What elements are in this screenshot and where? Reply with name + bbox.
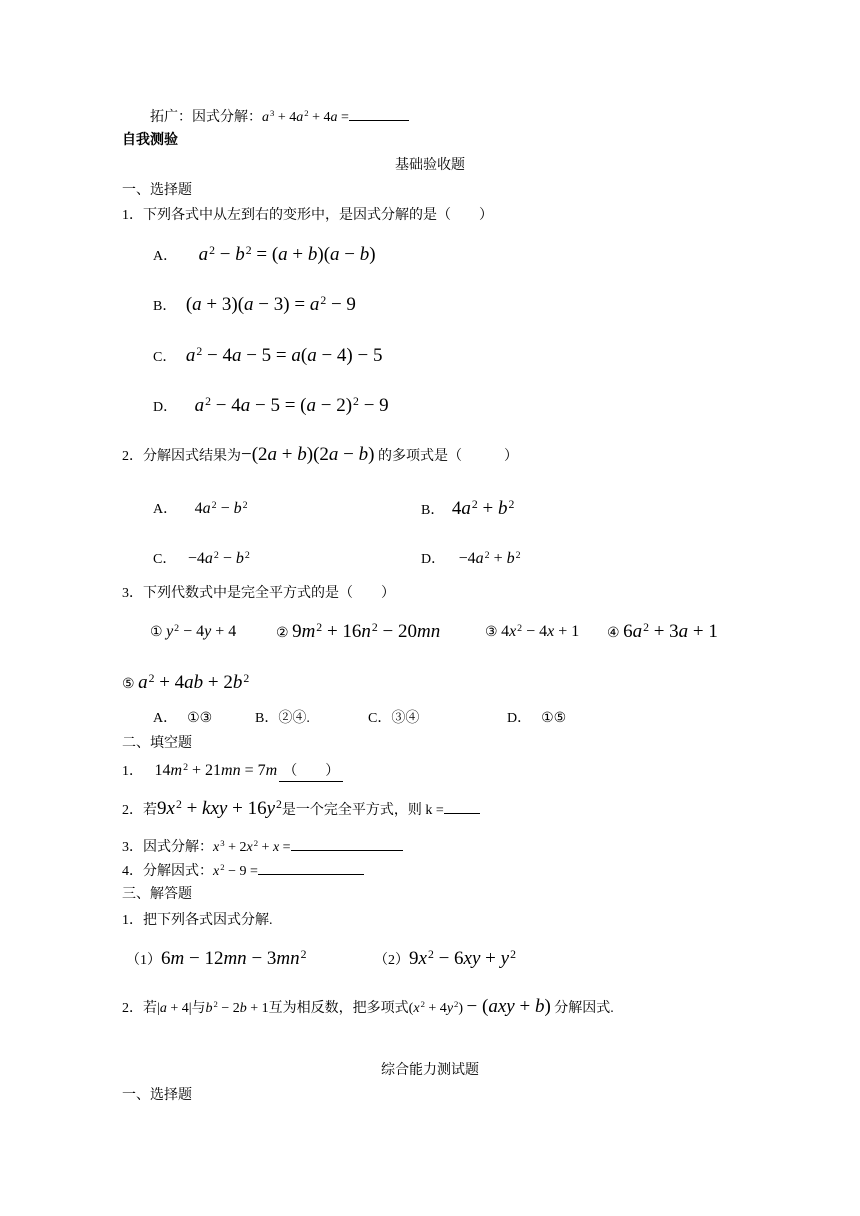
q1-option-c [153,344,383,367]
q2-stem [122,446,518,466]
section-title: 自我测验 [122,133,178,148]
fill-expression: $x^2 - 9$ = [213,862,258,879]
fill-blank [291,838,403,851]
fill-prefix: 2．若 [122,803,157,818]
solve-2-expression: $b^2 - 2b + 1$ [205,999,269,1016]
option-value: ②④. [278,711,310,726]
solve-2-expression: − (axy + b) [466,996,551,1017]
fill-expression: $9x^2$ + kxy + $16y^2$ [157,797,282,819]
q1-option-d [153,394,389,417]
q3-stem: 3．下列代数式中是完全平方式的是（ ） [122,586,395,601]
basic-title: 基础验收题 [395,158,465,173]
fill-expression: $14m^2 + 21mn = 7m$ [154,761,278,779]
part3-heading: 三、解答题 [122,887,192,902]
item-mark: ④ [607,626,620,641]
item-expression: $a^2 + 4ab + 2b^2$ [138,671,250,693]
fill-expression: $x^3 + 2x^2 + x$ = [213,838,291,855]
item-expression: $9m^2 + 16n^2 - 20mn$ [292,620,441,642]
option-label: A． [153,711,178,726]
solve-2 [122,998,614,1018]
fill-suffix: 是一个完全平方式，则 k = [281,803,444,818]
comprehensive-title: 综合能力测试题 [381,1063,479,1078]
comprehensive-part1-heading: 一、选择题 [122,1088,192,1103]
q2-stem-prefix: 2．分解因式结果为 [122,449,241,464]
q2-option-a [153,500,248,520]
part1-heading: 一、选择题 [122,183,192,198]
q2-option-b [421,497,515,520]
q3-item-4 [607,620,718,643]
q3-option-b [255,710,310,728]
option-expression: $4a^2 + b^2$ [451,497,515,519]
option-label: C． [153,350,177,365]
q2-stem-expression: −(2a + b)(2a − b) [241,444,375,465]
item-mark: ⑤ [122,677,135,692]
option-label: A． [153,502,178,517]
option-expression: $-4a^2 - b^2$ [187,549,250,567]
solve-1b [374,947,516,970]
option-expression: $a^2 - 4a - 5 = a(a - 4) - 5$ [185,344,383,366]
fill-3 [122,838,403,857]
fill-1 [122,762,343,782]
option-value: ③④ [391,711,420,726]
option-label: C． [153,552,177,567]
option-value: ①⑤ [541,711,567,726]
item-mark: ③ [485,625,498,640]
sub-expression: $9x^2 - 6xy + y^2$ [409,947,516,969]
q3-item-2 [276,620,441,643]
option-label: C． [368,711,392,726]
option-label: A． [153,249,178,264]
solve-1a [126,947,307,970]
expand-expression: $a^3 + 4a^2 + 4a$ = [262,108,349,125]
solve-2-prefix: 2．若 [122,1001,157,1016]
option-label: D． [421,552,446,567]
option-expression: $4a^2 - b^2$ [194,499,248,517]
q3-item-5 [122,671,250,694]
fill-blank [444,801,480,814]
item-expression: $6a^2 + 3a + 1$ [623,620,718,642]
q2-option-c [153,550,250,570]
q1-stem: 1．下列各式中从左到右的变形中，是因式分解的是（ ） [122,208,493,223]
item-mark: ① [150,625,163,640]
fill-number: 1． [122,764,143,779]
option-value: ①③ [187,711,213,726]
solve-2-mid: 互为相反数，把多项式 [268,1001,409,1016]
option-expression: $-4a^2 + b^2$ [458,549,521,567]
fill-blank [258,862,364,875]
item-expression: $4x^2 - 4x + 1$ [501,622,580,640]
option-label: D． [507,711,532,726]
q1-option-b [153,293,356,316]
sub-expression: $6m - 12mn - 3mn^2$ [161,947,307,969]
q3-item-3 [485,623,579,643]
sub-label: （2） [374,953,409,968]
option-label: B． [255,711,279,726]
option-expression: $a^2 - b^2 = (a + b)(a - b)$ [198,243,376,265]
option-expression: $(a + 3)(a - 3) = a^2 - 9$ [185,293,356,315]
q3-option-a [153,710,212,728]
option-expression: $a^2 - 4a - 5 = (a - 2)^2 - 9$ [194,394,389,416]
fill-blank: （ ） [279,763,343,782]
fill-4 [122,862,364,881]
item-mark: ② [276,626,289,641]
abs-expression: |a + 4| [157,1001,192,1016]
q3-option-c [368,710,419,728]
option-label: D． [153,400,178,415]
q3-item-1 [150,623,236,643]
solve-2-expression: $(x^2 + 4y^2)$ [408,999,464,1016]
q2-stem-suffix: 的多项式是（ ） [374,449,518,464]
option-label: B． [153,299,177,314]
solve-2-mid: 与 [191,1001,206,1016]
fill-text: 4．分解因式： [122,864,213,879]
q2-option-d [421,550,521,570]
item-expression: $y^2 - 4y + 4$ [166,622,237,640]
option-label: B． [421,503,445,518]
sub-label: （1） [126,953,161,968]
fill-2 [122,797,480,820]
solve-2-suffix: 分解因式. [554,1001,614,1016]
q1-option-a [153,243,376,266]
answer-blank [349,108,409,121]
expand-line [150,108,409,127]
part2-heading: 二、填空题 [122,736,192,751]
expand-label: 拓广：因式分解： [150,110,262,125]
solve-1-stem: 1．把下列各式因式分解. [122,913,273,928]
fill-text: 3．因式分解： [122,840,213,855]
q3-option-d [507,710,566,728]
